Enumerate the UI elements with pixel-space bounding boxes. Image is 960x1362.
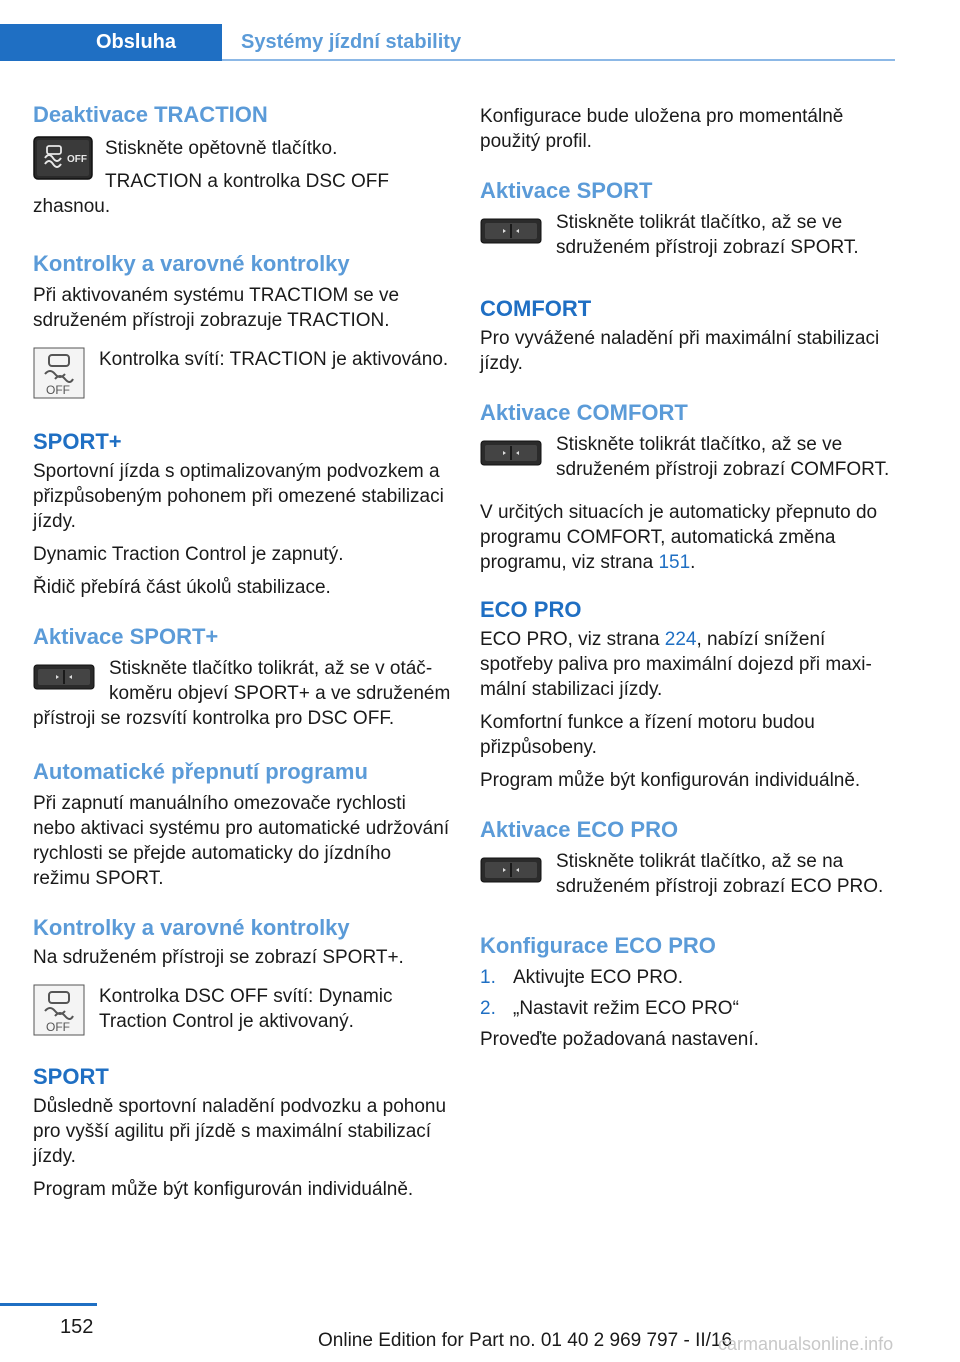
- para-sport-plus-desc: Sportovní jízda s optimalizovaným podvozkem a přizpůsobeným pohonem při omezené stabilizaci jízdy.: [33, 461, 444, 532]
- page-number: 152: [60, 1316, 94, 1338]
- dsc-off-button-icon: [33, 136, 93, 180]
- dsc-off-warning-icon-2: [33, 984, 85, 1036]
- para-driver-stabilization: Řidič přebírá část úkolů stabilizace.: [33, 577, 331, 598]
- eco-desc-text: ECO PRO, viz strana: [480, 629, 665, 650]
- step-text: „Nastavit režim ECO PRO“: [513, 998, 739, 1019]
- section-tab[interactable]: Systémy jízdní stability: [241, 31, 462, 53]
- eco-pro-steps: [480, 965, 900, 1021]
- list-item: [480, 965, 900, 990]
- dsc-off-button-label: OFF: [67, 154, 87, 165]
- link-page-151[interactable]: 151: [658, 552, 691, 573]
- edition-note: Online Edition for Part no. 01 40 2 969 797 - II/16: [318, 1330, 733, 1351]
- rocker-switch-icon-2: [480, 216, 542, 246]
- para-traction-display: Při aktivovaném systému TRACTIOM se ve sdruženém přístroji zobrazuje TRACTION.: [33, 285, 400, 331]
- rocker-switch-icon-3: [480, 438, 542, 468]
- para-eco-configurable: Program může být konfigurován individuálně.: [480, 770, 861, 791]
- para-make-settings: Proveďte požadovaná nastavení.: [480, 1029, 759, 1050]
- chapter-tab[interactable]: Obsluha: [0, 24, 222, 61]
- step-number: 2.: [480, 998, 496, 1019]
- heading-kontrolky-2: Kontrolky a varovné kontrolky: [33, 915, 350, 940]
- eco-desc-rest: , nabízí snížení spotřeby paliva pro maximální dojezd při maximální stabilizaci jízdy.: [480, 629, 872, 700]
- list-item: [480, 996, 900, 1021]
- watermark-text: carmanualsonline.info: [718, 1334, 894, 1354]
- para-traction-off: TRACTION a kontrolka DSC OFF zhasnou.: [33, 171, 389, 217]
- heading-kontrolky-1: Kontrolky a varovné kontrolky: [33, 251, 350, 276]
- footer-divider: [0, 1303, 97, 1306]
- para-sport-plus-display: Na sdruženém přístroji se zobrazí SPORT+.: [33, 947, 404, 968]
- step-number: 1.: [480, 967, 496, 988]
- heading-aktivace-sport: Aktivace SPORT: [480, 178, 653, 203]
- eco-pro-instruction: [480, 849, 900, 899]
- para-eco-pro-activation: Stiskněte tolikrát tlačítko, až se na sdruženém přístroji zobrazí ECO PRO.: [556, 851, 884, 897]
- heading-eco-pro: ECO PRO: [480, 597, 582, 622]
- comfort-auto-text: V určitých situacích je automaticky přepnuto do programu COMFORT, automatická změna programu, viz strana: [480, 502, 878, 573]
- header-divider: [222, 59, 895, 61]
- para-sport-plus-activation: Stiskněte tlačítko tolikrát, až se v otáčkoměru objeví SPORT+ a ve sdruženém přístroji se rozsvítí kontrolka pro DSC OFF.: [33, 658, 451, 729]
- heading-aktivace-comfort: Aktivace COMFORT: [480, 400, 688, 425]
- warning-off-label: OFF: [46, 383, 70, 397]
- heading-comfort: COMFORT: [480, 296, 592, 321]
- dsc-off-instruction: [33, 136, 453, 219]
- step-text: Aktivujte ECO PRO.: [513, 967, 683, 988]
- para-comfort-auto: [480, 500, 900, 575]
- page-header: [0, 0, 960, 64]
- heading-sport: SPORT: [33, 1064, 109, 1089]
- para-config-saved: Konfigurace bude uložena pro momentálně použitý profil.: [480, 106, 844, 152]
- link-page-224[interactable]: 224: [664, 629, 697, 650]
- heading-aktivace-eco-pro: Aktivace ECO PRO: [480, 817, 679, 842]
- sport-instruction: [480, 210, 900, 260]
- left-column: [33, 100, 453, 1202]
- para-auto-switch: Při zapnutí manuálního omezovače rychlosti nebo aktivaci systému pro automatické udržování rychlosti se přejde automaticky do jízdního režimu SPORT.: [33, 793, 450, 889]
- rocker-switch-icon-4: [480, 855, 542, 885]
- dsc-off-warning-icon: [33, 347, 85, 399]
- heading-aktivace-sport-plus: Aktivace SPORT+: [33, 624, 219, 649]
- heading-konfigurace-eco-pro: Konfigurace ECO PRO: [480, 933, 716, 958]
- comfort-auto-end: .: [690, 552, 696, 573]
- heading-auto-switch: Automatické přepnutí programu: [33, 759, 368, 784]
- warning-off-label-2: OFF: [46, 1020, 70, 1034]
- para-sport-configurable: Program může být konfigurován individuálně.: [33, 1179, 414, 1200]
- para-press-again: Stiskněte opětovně tlačítko.: [105, 138, 338, 159]
- para-sport-desc: Důsledně sportovní naladění podvozku a pohonu pro vyšší agilitu při jízdě s maximální stabilizací jízdy.: [33, 1096, 447, 1167]
- para-traction-lamp: Kontrolka svítí: TRACTION je aktivováno.: [99, 349, 449, 370]
- para-comfort-activation: Stiskněte tolikrát tlačítko, až se ve sdruženém přístroji zobrazí COMFORT.: [556, 434, 890, 480]
- para-dtc-on: Dynamic Traction Control je zapnutý.: [33, 544, 344, 565]
- right-column: [480, 100, 900, 1052]
- para-dtc-lamp: Kontrolka DSC OFF svítí: Dynamic Traction Control je aktivovaný.: [99, 986, 393, 1032]
- comfort-instruction: [480, 432, 900, 482]
- rocker-switch-icon: [33, 662, 95, 692]
- para-eco-comfort-functions: Komfortní funkce a řízení motoru budou přizpůsobeny.: [480, 712, 815, 758]
- heading-sport-plus: SPORT+: [33, 429, 122, 454]
- para-eco-pro-desc: [480, 627, 900, 702]
- para-sport-activation: Stiskněte tolikrát tlačítko, až se ve sdruženém přístroji zobrazí SPORT.: [556, 212, 859, 258]
- dtc-warning-block: [33, 984, 453, 1036]
- heading-deaktivace-traction: Deaktivace TRACTION: [33, 102, 268, 127]
- traction-warning-block: [33, 347, 453, 399]
- para-comfort-desc: Pro vyvážené naladění při maximální stabilizaci jízdy.: [480, 328, 880, 374]
- sport-plus-instruction: [33, 656, 453, 731]
